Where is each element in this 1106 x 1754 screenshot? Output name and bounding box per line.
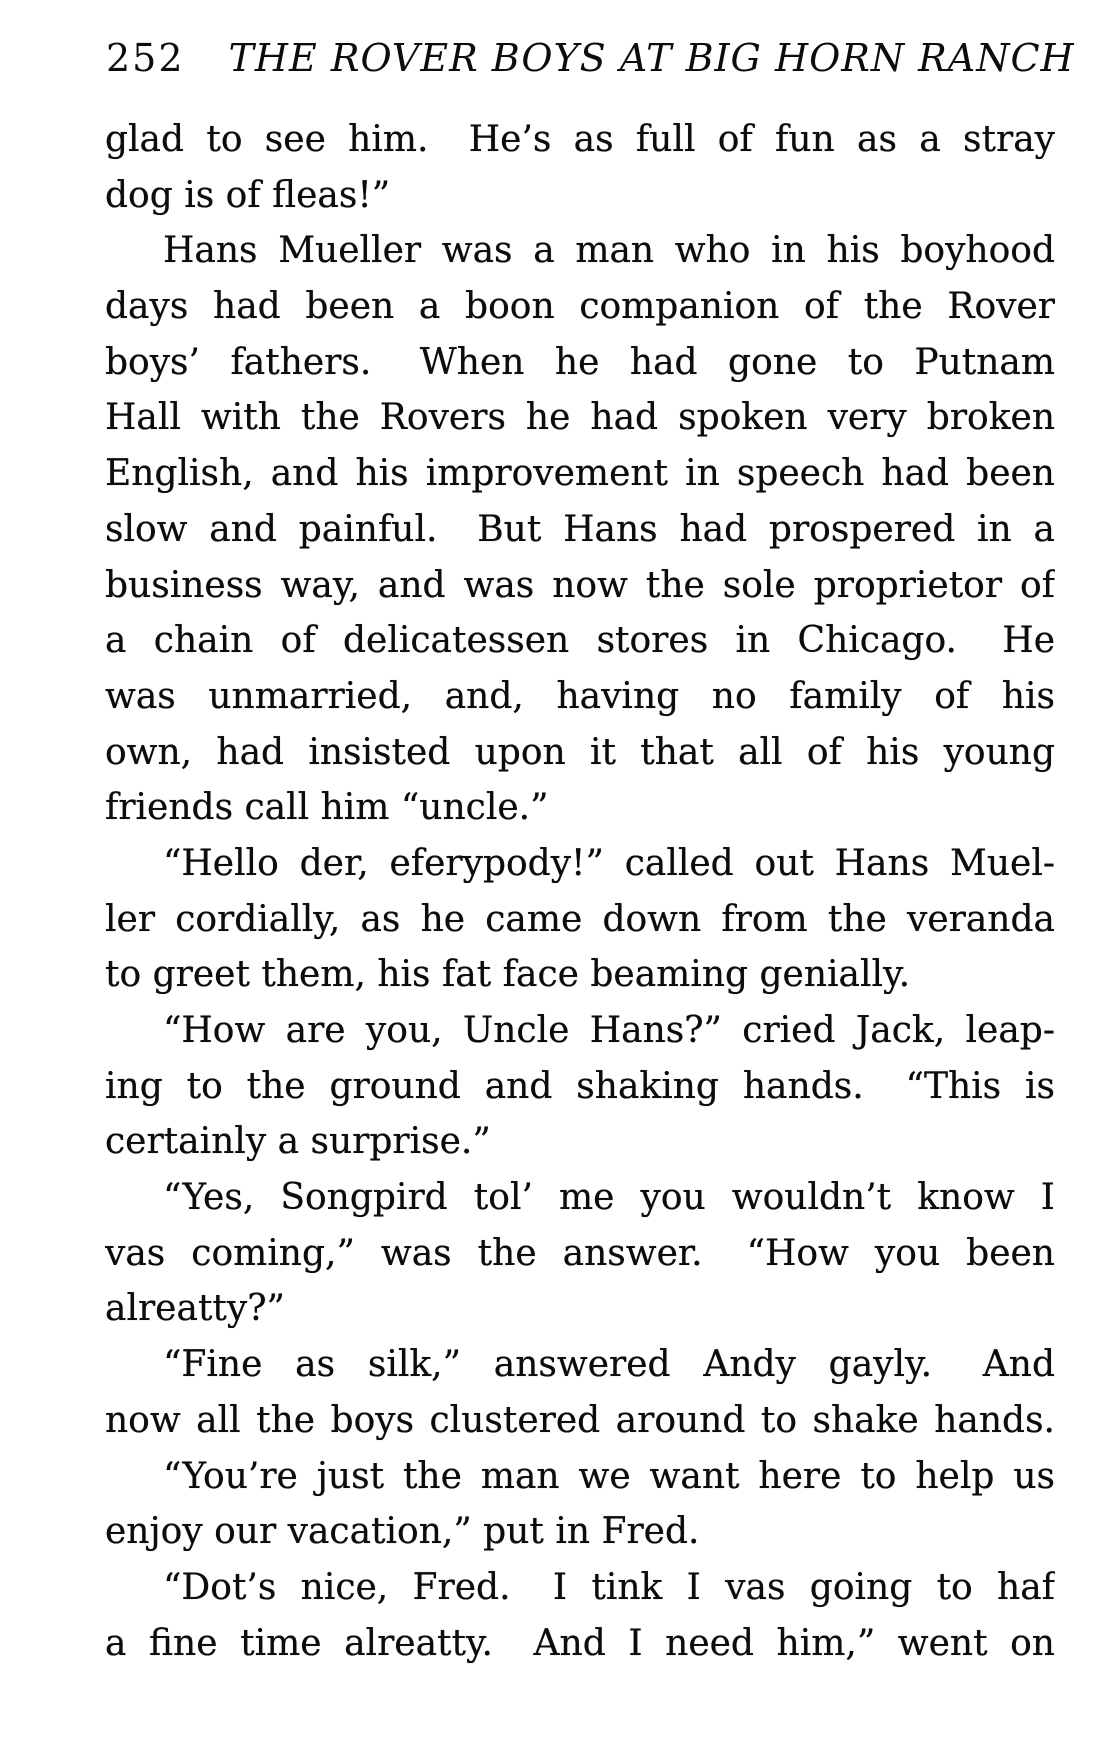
text-line: now all the boys clustered around to shake hands. — [105, 1399, 1055, 1441]
paragraph — [105, 1003, 1055, 1170]
paragraph — [105, 1170, 1055, 1337]
text-line: friends call him “uncle.” — [105, 787, 549, 829]
text-line: Hans Mueller was a man who in his boyhood — [163, 230, 1055, 272]
text-line: ing to the ground and shaking hands. “This is — [105, 1065, 1055, 1107]
text-line: a fine time alreatty. And I need him,” went on — [105, 1622, 1055, 1664]
text-line: “You’re just the man we want here to help us — [163, 1455, 1055, 1497]
text-line: slow and painful. But Hans had prospered in a — [105, 508, 1055, 550]
text-line: Hall with the Rovers he had spoken very broken — [105, 397, 1055, 439]
page-number: 252 — [106, 36, 185, 80]
text-line: “Fine as silk,” answered Andy gayly. And — [163, 1344, 1055, 1386]
text-line: dog is of fleas!” — [105, 174, 391, 216]
paragraph — [105, 223, 1055, 836]
paragraph — [105, 112, 1055, 223]
text-line: English, and his improvement in speech had been — [105, 453, 1055, 495]
paragraph — [105, 1449, 1055, 1560]
text-line: “Hello der, eferypody!” called out Hans Muel- — [163, 842, 1055, 884]
text-line: was unmarried, and, having no family of his — [105, 675, 1055, 717]
text-line: a chain of delicatessen stores in Chicago. He — [105, 620, 1055, 662]
running-title: THE ROVER BOYS AT BIG HORN RANCH — [228, 36, 1075, 80]
text-line: certainly a surprise.” — [105, 1121, 491, 1163]
running-head — [106, 36, 1075, 80]
text-line: days had been a boon companion of the Rover — [105, 286, 1055, 328]
paragraph — [105, 1560, 1055, 1671]
text-line: enjoy our vacation,” put in Fred. — [105, 1511, 700, 1553]
page-body — [105, 112, 1055, 1671]
paragraph — [105, 836, 1055, 1003]
text-line: “How are you, Uncle Hans?” cried Jack, leap- — [163, 1010, 1055, 1051]
text-line: glad to see him. He’s as full of fun as a stray — [105, 119, 1055, 160]
text-line: “Dot’s nice, Fred. I tink I vas going to haf — [163, 1566, 1055, 1608]
text-line: business way, and was now the sole proprietor of — [105, 564, 1055, 606]
text-line: own, had insisted upon it that all of his young — [105, 731, 1055, 773]
text-line: alreatty?” — [105, 1288, 285, 1330]
text-line: to greet them, his fat face beaming genially. — [105, 954, 911, 996]
text-line: “Yes, Songpird tol’ me you wouldn’t know I — [163, 1177, 1055, 1219]
text-line: ler cordially, as he came down from the veranda — [105, 898, 1055, 940]
paragraph — [105, 1337, 1055, 1448]
text-line: boys’ fathers. When he had gone to Putnam — [105, 341, 1055, 383]
text-line: vas coming,” was the answer. “How you been — [105, 1232, 1055, 1274]
